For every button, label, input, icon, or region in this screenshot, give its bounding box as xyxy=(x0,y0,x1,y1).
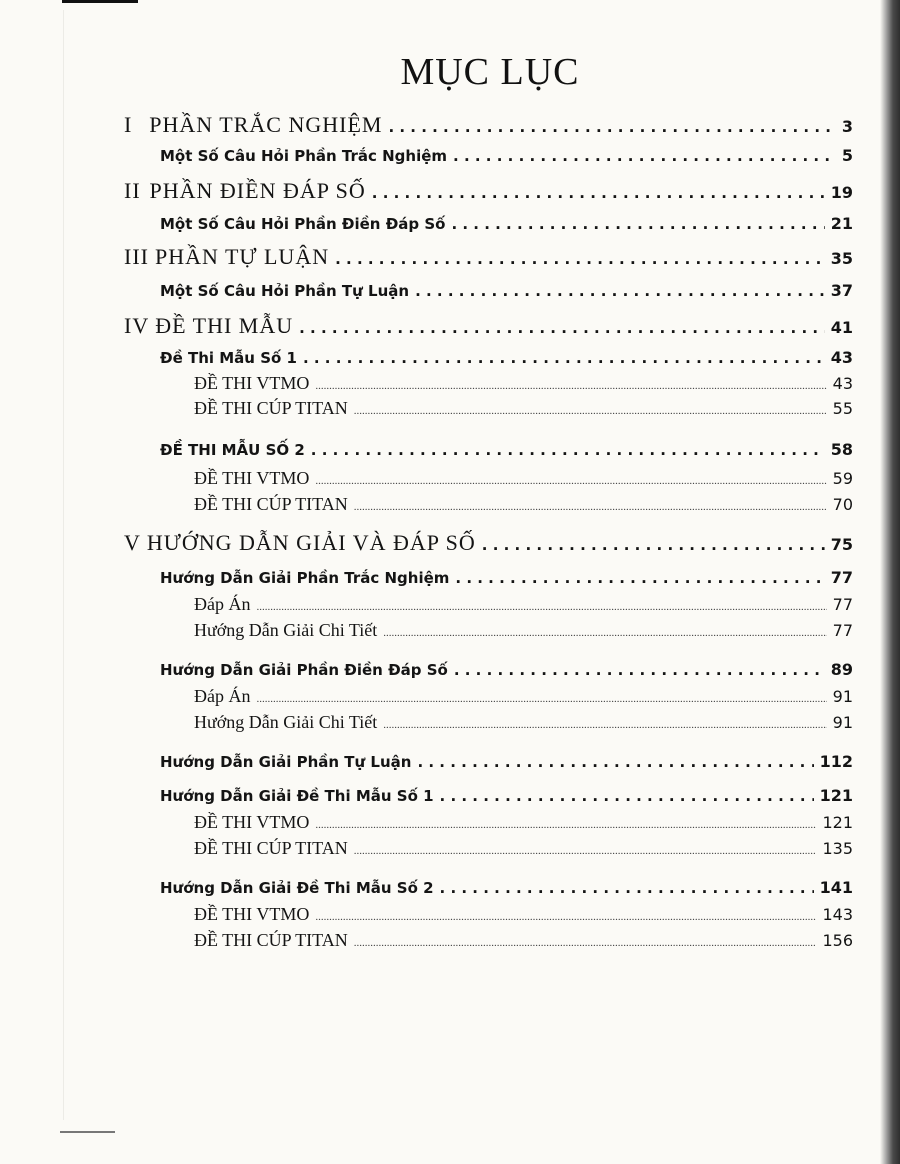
toc-page-number: 59 xyxy=(832,469,853,488)
toc-page-number: 5 xyxy=(841,146,853,165)
toc-entry-title: Hướng Dẫn Giải Phần Tự Luận xyxy=(160,753,412,771)
toc-page-number: 77 xyxy=(832,621,853,640)
toc-dot-leader xyxy=(354,937,817,949)
scan-page-edge xyxy=(880,0,900,1164)
toc-page-number: 135 xyxy=(822,839,853,858)
toc-entry-subsection[interactable] xyxy=(194,686,853,707)
toc-dot-leader xyxy=(383,719,826,731)
toc-dot-leader xyxy=(257,601,827,613)
toc-part-number: III xyxy=(124,244,149,269)
toc-page-number: 41 xyxy=(830,318,853,337)
toc-entry-subsection[interactable] xyxy=(194,712,853,733)
toc-page-number: 89 xyxy=(830,660,853,679)
toc-entry-title: ĐỀ THI CÚP TITAN xyxy=(194,494,348,514)
toc-entry-title: ĐỀ THI MẪU xyxy=(155,313,294,338)
toc-entry-part[interactable] xyxy=(124,244,853,270)
toc-entry-title: PHẦN TRẮC NGHIỆM xyxy=(149,112,383,137)
toc-dot-leader xyxy=(417,753,813,771)
toc-entry-title: ĐỀ THI CÚP TITAN xyxy=(194,930,348,950)
toc-page-number: 3 xyxy=(841,117,853,136)
toc-entry-title: ĐỀ THI VTMO xyxy=(194,468,310,488)
toc-entry-title: Hướng Dẫn Giải Đề Thi Mẫu Số 2 xyxy=(160,879,434,897)
page-title: MỤC LỤC xyxy=(400,51,580,93)
toc-dot-leader xyxy=(482,536,825,554)
toc-page-number: 112 xyxy=(819,752,853,771)
toc-page-number: 75 xyxy=(830,535,853,554)
toc-dot-leader xyxy=(440,787,814,805)
toc-entry-title: Đáp Án xyxy=(194,594,251,614)
toc-entry-section[interactable] xyxy=(160,878,853,897)
scan-bottom-mark xyxy=(60,1131,115,1133)
toc-entry-part[interactable] xyxy=(124,530,853,556)
toc-dot-leader xyxy=(257,693,827,705)
toc-entry-title: Hướng Dẫn Giải Phần Điền Đáp Số xyxy=(160,661,448,679)
toc-entry-title: ĐỀ THI MẪU SỐ 2 xyxy=(160,441,305,459)
toc-page-number: 91 xyxy=(832,713,853,732)
toc-page-number: 156 xyxy=(822,931,853,950)
toc-entry-subsection[interactable] xyxy=(194,838,853,859)
toc-page-number: 19 xyxy=(830,183,853,202)
toc-page-number: 91 xyxy=(832,687,853,706)
toc-entry-subsection[interactable] xyxy=(194,930,853,951)
toc-dot-leader xyxy=(315,819,816,831)
toc-entry-section[interactable] xyxy=(160,348,853,367)
toc-entry-title: Đề Thi Mẫu Số 1 xyxy=(160,349,297,367)
toc-entry-subsection[interactable] xyxy=(194,468,853,489)
toc-entry-title: ĐỀ THI VTMO xyxy=(194,812,310,832)
toc-dot-leader xyxy=(455,569,824,587)
scan-top-mark xyxy=(62,0,138,3)
toc-entry-title: PHẦN TỰ LUẬN xyxy=(154,244,330,269)
toc-part-number: V xyxy=(124,530,141,555)
toc-part-number: I xyxy=(124,112,133,137)
toc-entry-section[interactable] xyxy=(160,146,853,165)
toc-entry-part[interactable] xyxy=(124,112,853,138)
toc-page-number: 43 xyxy=(832,374,853,393)
toc-page-number: 21 xyxy=(830,214,853,233)
toc-page-number: 141 xyxy=(819,878,853,897)
toc-entry-section[interactable] xyxy=(160,786,853,805)
toc-entry-section[interactable] xyxy=(160,281,853,300)
toc-entry-section[interactable] xyxy=(160,568,853,587)
toc-page-number: 121 xyxy=(819,786,853,805)
toc-dot-leader xyxy=(303,349,825,367)
toc-dot-leader xyxy=(388,118,835,136)
toc-dot-leader xyxy=(372,184,825,202)
toc-entry-subsection[interactable] xyxy=(194,373,853,394)
toc-page-number: 58 xyxy=(830,440,853,459)
toc-page-number: 121 xyxy=(822,813,853,832)
toc-entry-subsection[interactable] xyxy=(194,812,853,833)
scan-faint-line xyxy=(63,10,64,1120)
toc-entry-title: Hướng Dẫn Giải Chi Tiết xyxy=(194,712,378,732)
toc-entry-title: ĐỀ THI VTMO xyxy=(194,373,310,393)
toc-entry-title: Một Số Câu Hỏi Phần Trắc Nghiệm xyxy=(160,147,448,165)
toc-entry-section[interactable] xyxy=(160,214,853,233)
toc-entry-part[interactable] xyxy=(124,313,853,339)
toc-dot-leader xyxy=(354,845,817,857)
toc-dot-leader xyxy=(440,879,814,897)
toc-page-number: 70 xyxy=(832,495,853,514)
toc-entry-title: ĐỀ THI VTMO xyxy=(194,904,310,924)
toc-entry-title: Một Số Câu Hỏi Phần Điền Đáp Số xyxy=(160,215,446,233)
toc-entry-subsection[interactable] xyxy=(194,494,853,515)
toc-page-number: 143 xyxy=(822,905,853,924)
toc-entry-section[interactable] xyxy=(160,752,853,771)
toc-entry-title: HƯỚNG DẪN GIẢI VÀ ĐÁP SỐ xyxy=(146,530,476,555)
toc-entry-title: Hướng Dẫn Giải Chi Tiết xyxy=(194,620,378,640)
toc-dot-leader xyxy=(315,380,826,392)
toc-dot-leader xyxy=(315,911,816,923)
toc-entry-subsection[interactable] xyxy=(194,398,853,419)
toc-page-number: 37 xyxy=(830,281,853,300)
toc-entry-title: Hướng Dẫn Giải Đề Thi Mẫu Số 1 xyxy=(160,787,434,805)
toc-page-number: 43 xyxy=(830,348,853,367)
toc-page-number: 55 xyxy=(832,399,853,418)
toc-dot-leader xyxy=(354,501,827,513)
toc-part-number: IV xyxy=(124,313,150,338)
toc-dot-leader xyxy=(335,250,825,268)
toc-dot-leader xyxy=(451,215,824,233)
toc-dot-leader xyxy=(454,661,825,679)
toc-entry-subsection[interactable] xyxy=(194,594,853,615)
toc-dot-leader xyxy=(311,441,825,459)
toc-page-number: 35 xyxy=(830,249,853,268)
toc-entry-subsection[interactable] xyxy=(194,904,853,925)
toc-entry-subsection[interactable] xyxy=(194,620,853,641)
toc-entry-title: ĐỀ THI CÚP TITAN xyxy=(194,398,348,418)
toc-entry-title: PHẦN ĐIỀN ĐÁP SỐ xyxy=(149,178,366,203)
toc-part-number: II xyxy=(124,178,141,203)
toc-dot-leader xyxy=(415,282,825,300)
toc-dot-leader xyxy=(383,627,826,639)
toc-dot-leader xyxy=(453,147,836,165)
toc-entry-title: Hướng Dẫn Giải Phần Trắc Nghiệm xyxy=(160,569,450,587)
toc-page-number: 77 xyxy=(832,595,853,614)
toc-page-number: 77 xyxy=(830,568,853,587)
toc-entry-section[interactable] xyxy=(160,660,853,679)
toc-entry-title: ĐỀ THI CÚP TITAN xyxy=(194,838,348,858)
toc-dot-leader xyxy=(299,319,825,337)
toc-entry-title: Đáp Án xyxy=(194,686,251,706)
toc-entry-part[interactable] xyxy=(124,178,853,204)
toc-entry-section[interactable] xyxy=(160,440,853,459)
toc-entry-title: Một Số Câu Hỏi Phần Tự Luận xyxy=(160,282,410,300)
toc-dot-leader xyxy=(354,405,827,417)
toc-dot-leader xyxy=(315,475,826,487)
